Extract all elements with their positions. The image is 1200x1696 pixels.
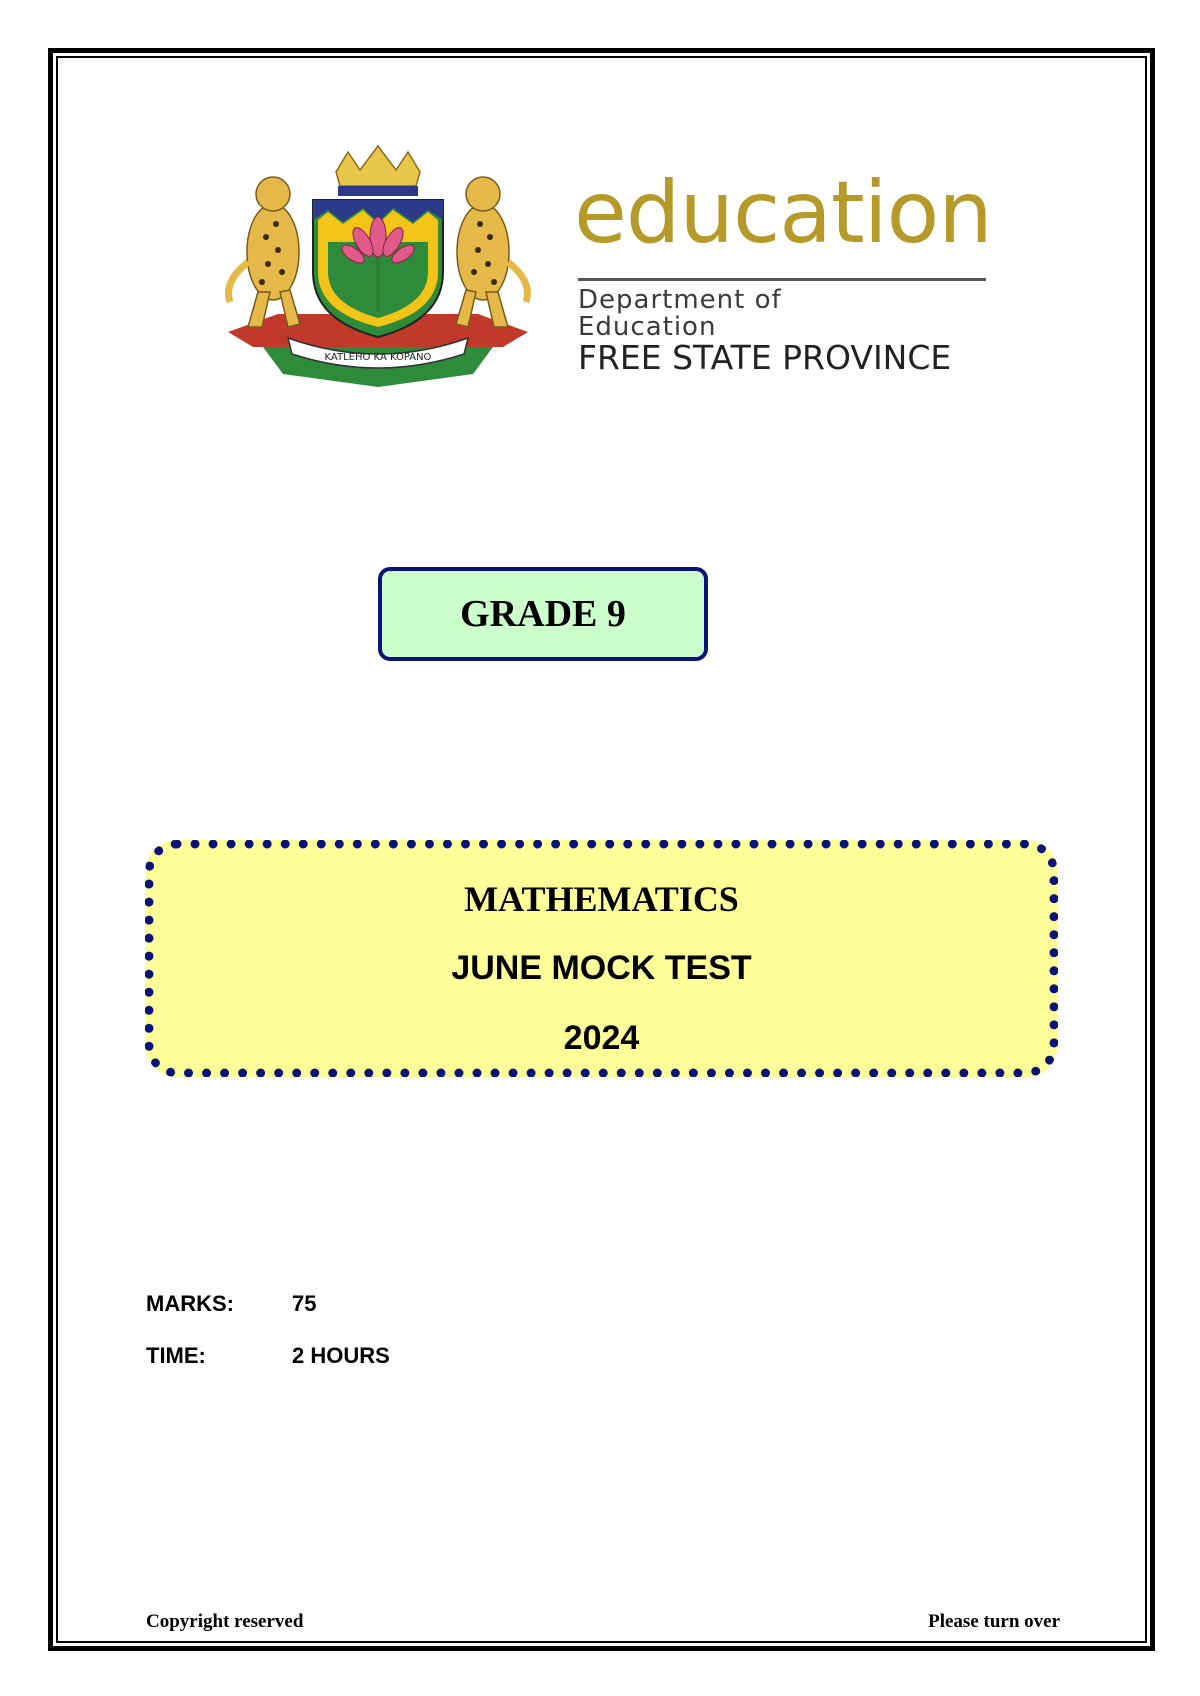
motto-text: KATLEHO KA KOPANO — [324, 352, 432, 363]
marks-label: MARKS: — [146, 1291, 234, 1316]
department-line-2: Education — [578, 312, 717, 342]
grade-label: GRADE 9 — [460, 593, 626, 635]
test-name: JUNE MOCK TEST — [451, 949, 752, 987]
province-name: FREE STATE PROVINCE — [578, 338, 952, 377]
department-line-1: Department of — [578, 285, 782, 315]
logo-divider — [578, 278, 986, 281]
coat-of-arms-logo — [218, 142, 538, 392]
grade-box — [378, 567, 708, 661]
education-logo-word: education — [574, 163, 992, 263]
time-label: TIME: — [146, 1343, 206, 1368]
footer-copyright: Copyright reserved — [146, 1611, 304, 1632]
test-year: 2024 — [563, 1019, 640, 1057]
marks-value: 75 — [292, 1291, 317, 1316]
subject-box — [145, 840, 1058, 1077]
subject-title: MATHEMATICS — [464, 879, 739, 919]
footer-turn-over: Please turn over — [928, 1611, 1060, 1632]
time-value: 2 HOURS — [292, 1343, 390, 1368]
